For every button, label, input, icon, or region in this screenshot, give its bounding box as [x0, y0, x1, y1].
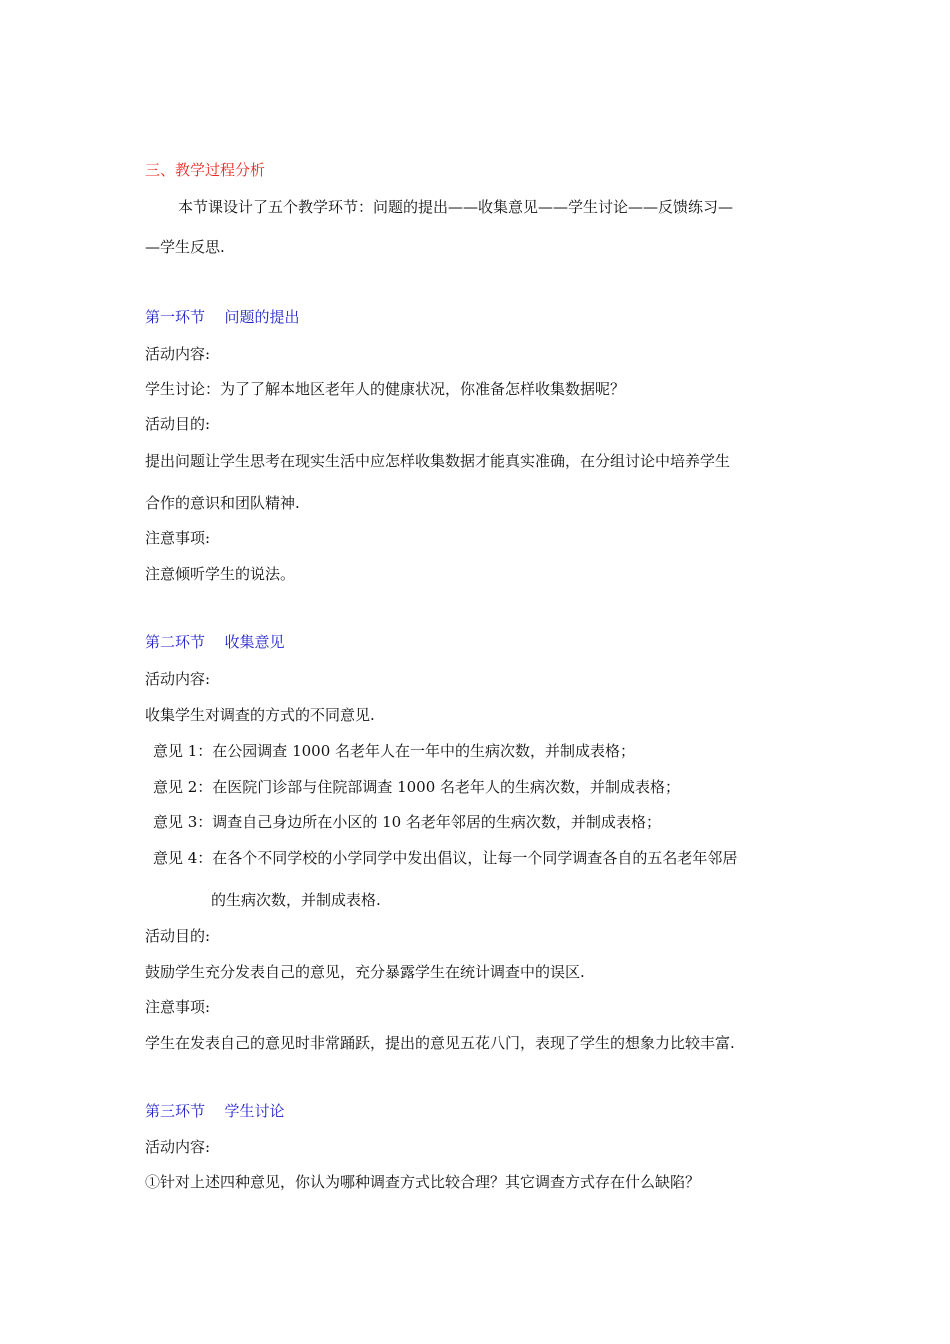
section-3-content-label: 活动内容:: [145, 1138, 211, 1156]
section-2-goal-label: 活动目的:: [145, 927, 211, 945]
section-3-number: 第三环节: [145, 1102, 206, 1120]
section-1-goal-label: 活动目的:: [145, 415, 211, 433]
intro-line-1: 本节课设计了五个教学环节：问题的提出——收集意见——学生讨论——反馈练习—: [178, 198, 734, 216]
section-2-note: 学生在发表自己的意见时非常踊跃，提出的意见五花八门，表现了学生的想象力比较丰富.: [145, 1034, 735, 1052]
section-2-heading: [145, 632, 285, 652]
intro-line-2: —学生反思.: [145, 238, 225, 256]
section-1-number: 第一环节: [145, 308, 206, 326]
section-3-heading: [145, 1101, 285, 1121]
section-1-note: 注意倾听学生的说法。: [145, 565, 296, 583]
section-2-opinion-2: 意见 2：在医院门诊部与住院部调查 1000 名老年人的生病次数，并制成表格；: [153, 778, 681, 796]
section-3-title: 学生讨论: [224, 1102, 285, 1120]
section-2-content: 收集学生对调查的方式的不同意见.: [145, 706, 375, 724]
section-2-goal: 鼓励学生充分发表自己的意见，充分暴露学生在统计调查中的误区.: [145, 963, 585, 981]
section-2-opinion-4-line-1: 意见 4：在各个不同学校的小学同学中发出倡议，让每一个同学调查各自的五名老年邻居: [153, 849, 738, 867]
section-1-title: 问题的提出: [224, 308, 300, 326]
section-heading: 三、教学过程分析: [145, 161, 266, 179]
section-1-content-label: 活动内容:: [145, 345, 211, 363]
section-2-opinion-1: 意见 1：在公园调查 1000 名老年人在一年中的生病次数，并制成表格；: [153, 742, 636, 760]
section-1-note-label: 注意事项:: [145, 529, 211, 547]
section-2-opinion-4-line-2: 的生病次数，并制成表格.: [211, 891, 381, 909]
section-2-opinion-3: 意见 3：调查自己身边所在小区的 10 名老年邻居的生病次数，并制成表格；: [153, 813, 661, 831]
section-1-heading: [145, 307, 300, 327]
section-3-item-1: ①针对上述四种意见，你认为哪种调查方式比较合理？其它调查方式存在什么缺陷？: [145, 1173, 701, 1191]
section-2-title: 收集意见: [224, 633, 285, 651]
section-1-goal-line-2: 合作的意识和团队精神.: [145, 494, 300, 512]
section-1-goal-line-1: 提出问题让学生思考在现实生活中应怎样收集数据才能真实准确，在分组讨论中培养学生: [145, 452, 731, 470]
section-2-note-label: 注意事项:: [145, 998, 211, 1016]
section-2-content-label: 活动内容:: [145, 670, 211, 688]
section-1-content: 学生讨论：为了了解本地区老年人的健康状况，你准备怎样收集数据呢？: [145, 380, 626, 398]
section-2-number: 第二环节: [145, 633, 206, 651]
